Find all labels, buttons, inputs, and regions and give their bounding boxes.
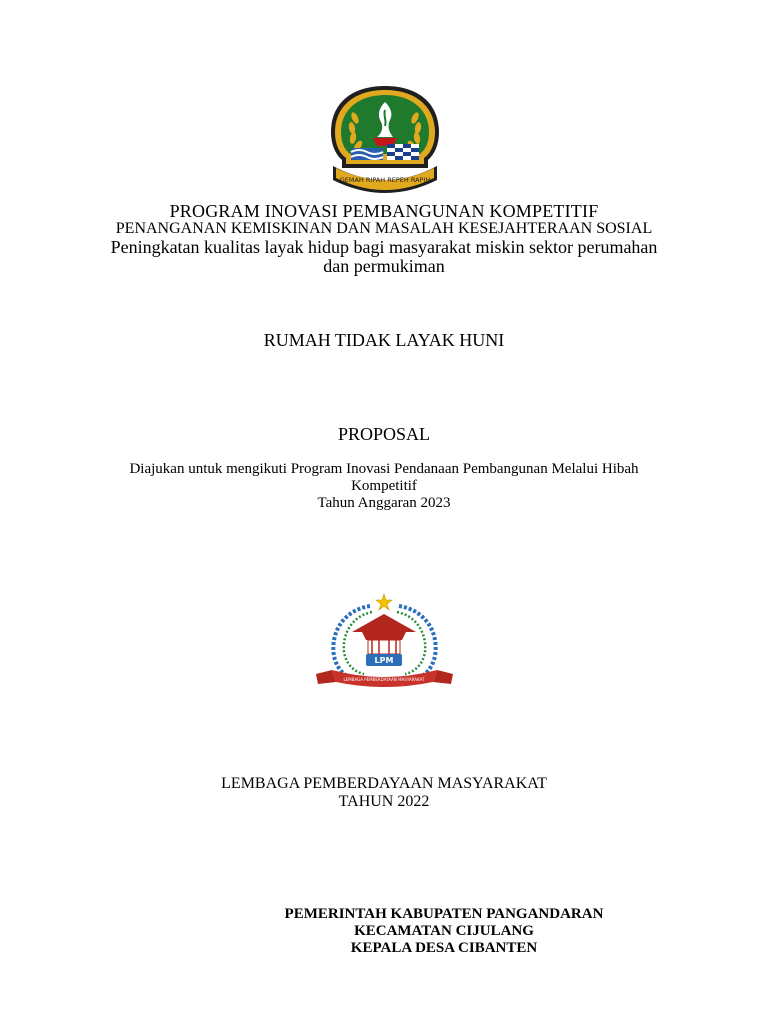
program-title: PROGRAM INOVASI PEMBANGUNAN KOMPETITIF	[169, 201, 599, 221]
program-description	[70, 238, 698, 276]
lpm-logo-text: LPM	[374, 656, 394, 665]
west-java-emblem-logo	[327, 82, 443, 194]
document-type: PROPOSAL	[337, 424, 431, 444]
organization-name: LEMBAGA PEMBERDAYAAN MASYARAKAT	[221, 775, 547, 792]
proposal-topic: RUMAH TIDAK LAYAK HUNI	[263, 330, 505, 350]
government-line-1: PEMERINTAH KABUPATEN PANGANDARAN	[284, 906, 604, 922]
description-line-2: dan permukiman	[323, 256, 445, 276]
west-java-motto: GEMAH RIPAH REPEH RAPIH	[339, 176, 431, 184]
submission-line-1: Diajukan untuk mengikuti Program Inovasi Pendanaan Pembangunan Melalui Hibah	[129, 461, 639, 477]
submission-statement	[80, 461, 688, 512]
government-block	[40, 906, 768, 957]
description-line-1: Peningkatan kualitas layak hidup bagi masyarakat miskin sektor perumahan	[110, 237, 658, 257]
lpm-ribbon-text: LEMBAGA PEMBERDAYAAN MASYARAKAT	[343, 677, 425, 682]
lpm-logo	[312, 592, 457, 692]
organization-block	[0, 775, 768, 811]
submission-line-2: Kompetitif	[351, 478, 417, 494]
submission-line-3: Tahun Anggaran 2023	[317, 495, 451, 511]
program-subtitle: PENANGANAN KEMISKINAN DAN MASALAH KESEJAHTERAAN SOSIAL	[115, 220, 653, 237]
government-line-3: KEPALA DESA CIBANTEN	[350, 940, 538, 956]
government-line-2: KECAMATAN CIJULANG	[354, 923, 534, 939]
organization-year: TAHUN 2022	[338, 793, 430, 810]
